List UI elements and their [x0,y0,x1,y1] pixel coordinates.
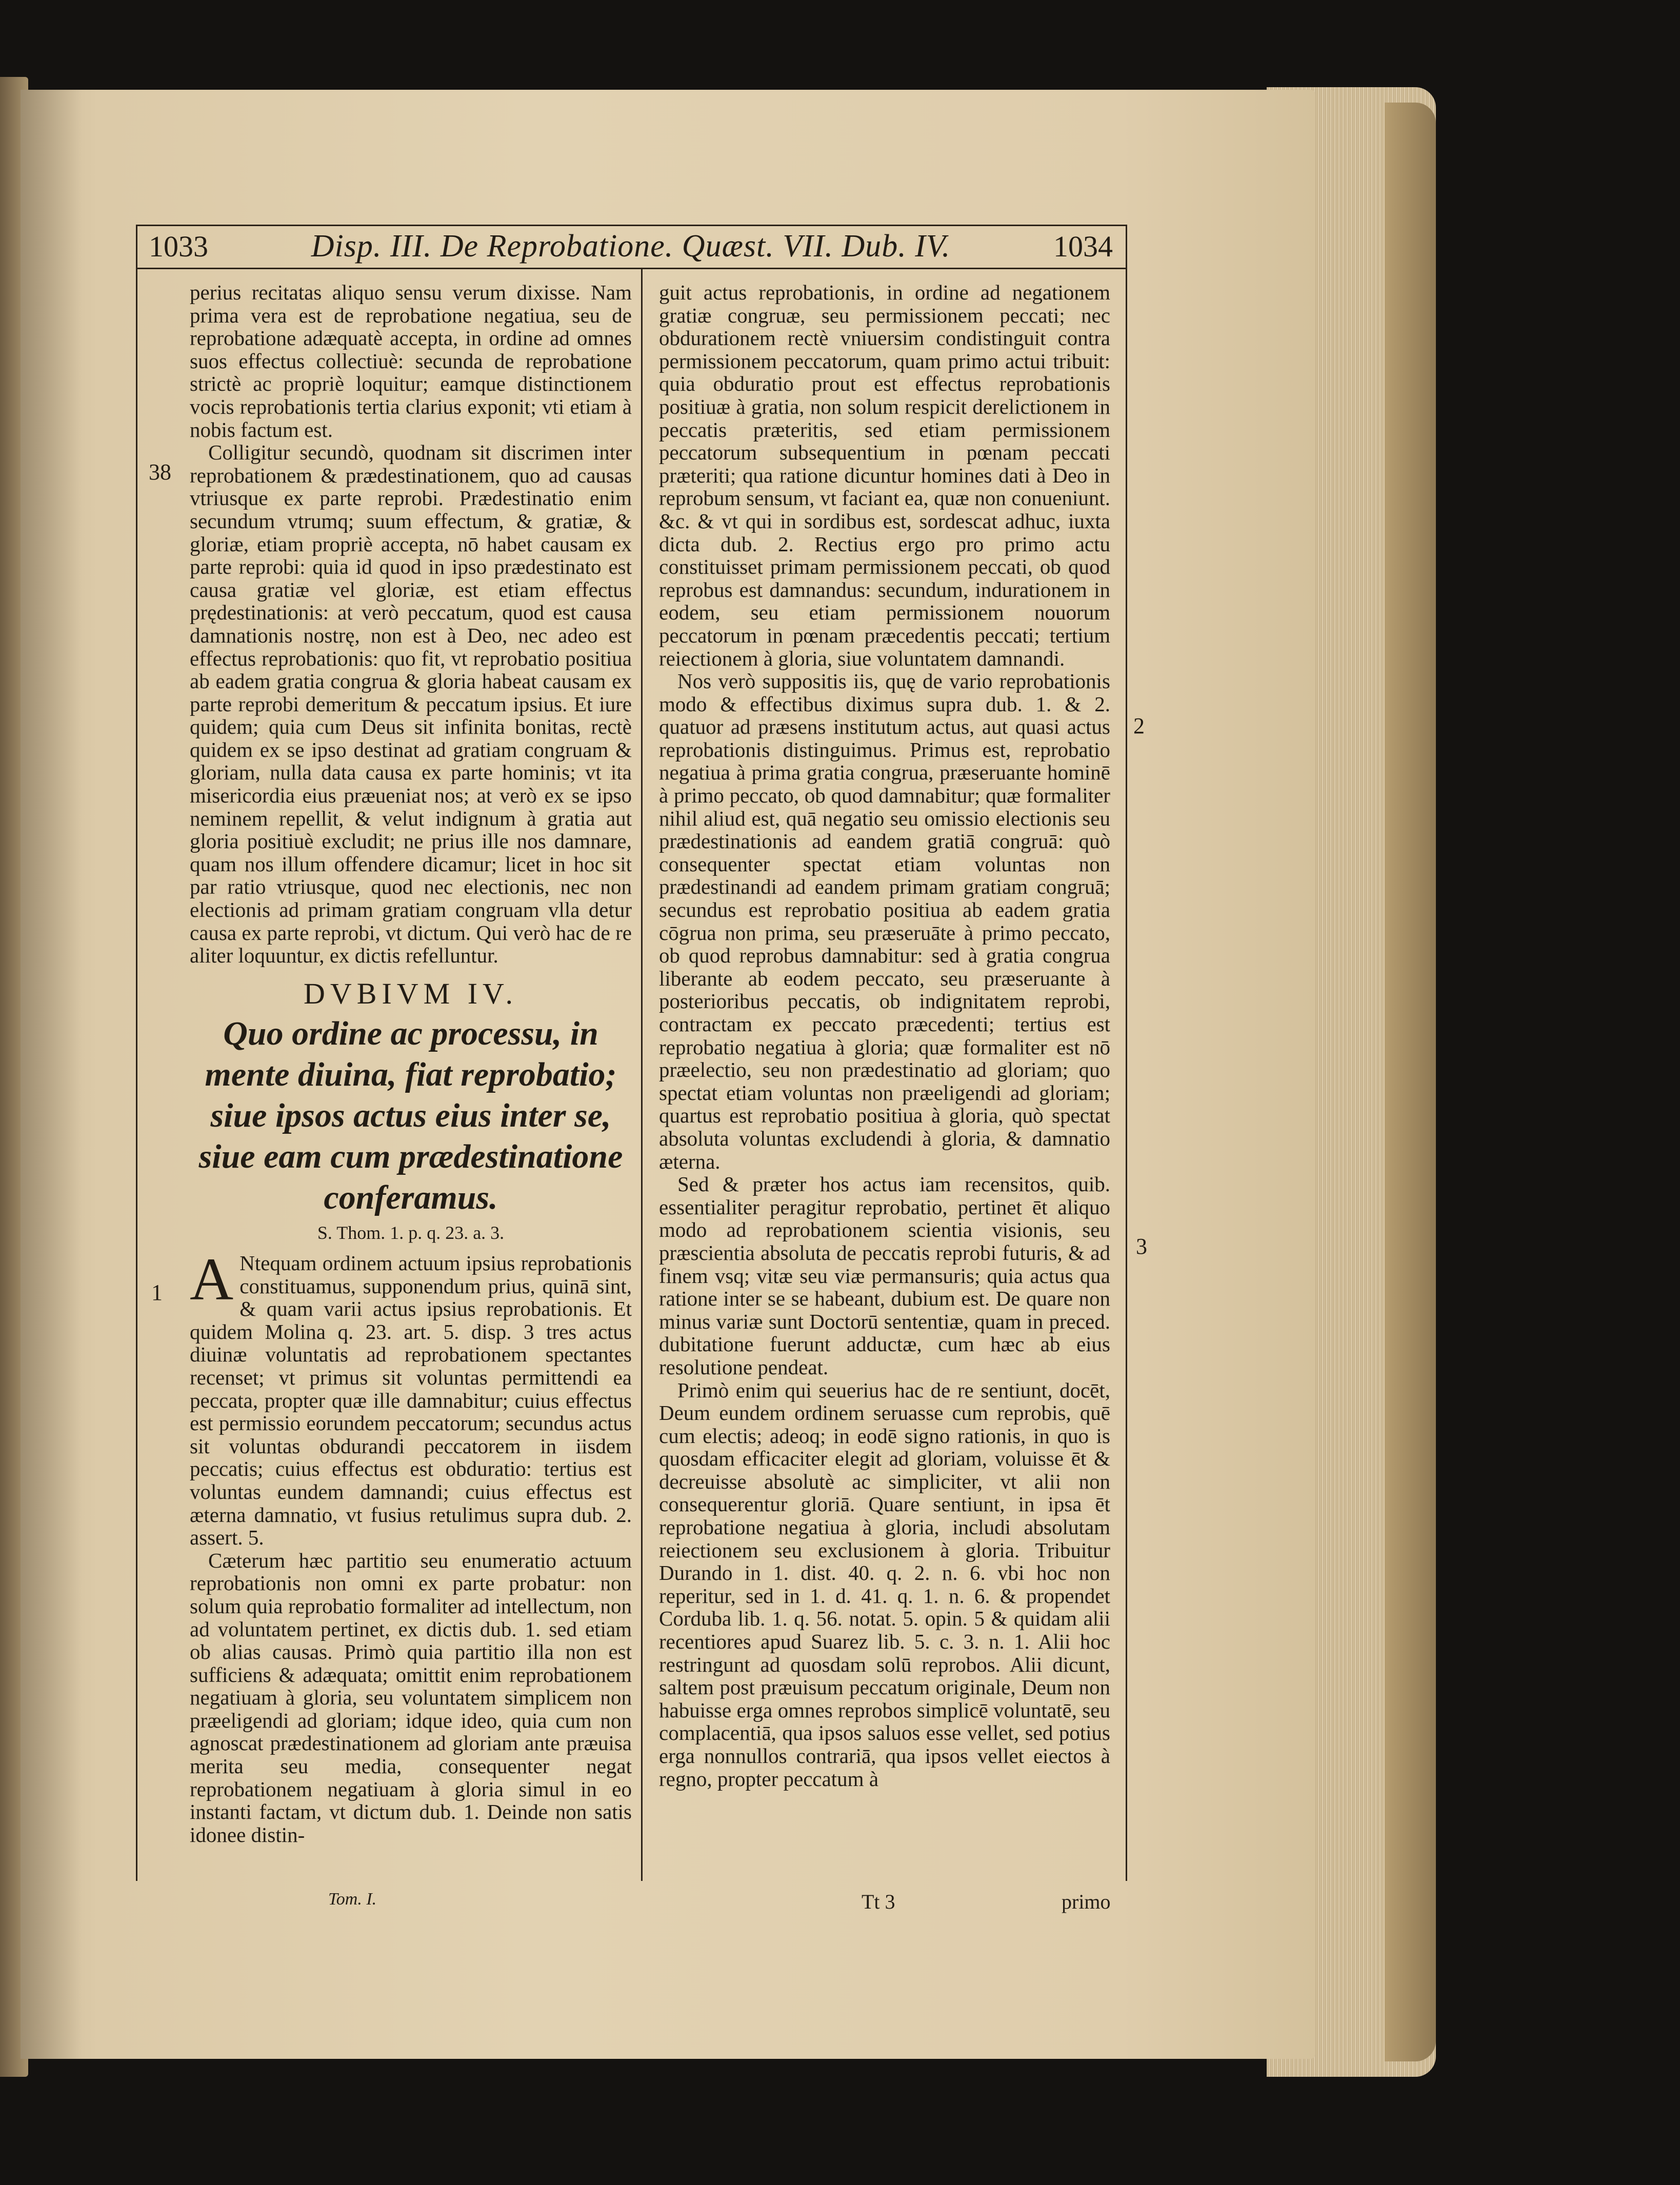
gutter-shadow [21,90,82,2059]
paragraph: guit actus reprobationis, in ordine ad negationem gratiæ congruæ, seu permissionem peccati; nec obdurationem rectè vniuersim condistinguit contra permissionem peccatorum, quam primo actui tribuit: quia obduratio prout est effectus reprobationis positiuæ à gratia, non solum respicit derelictionem in peccatis præteritis, sed etiam permissionem peccatorum subsequentium in pœnam peccati præteriti; qua ratione dicuntur homines dati à Deo in reprobum sensum, vt faciant ea, quæ non conueniunt. &c. & vt qui in sordibus est, sordescat adhuc, iuxta dicta dub. 2. Rectius ergo pro primo actu constituisset primam permissionem peccati, ob quod reprobus est damnandus: secundum, indurationem in eodem, seu etiam permissionem nouorum peccatorum in pœnam præcedentis peccati; tertium reiectionem à gloria, siue voluntatem damnandi. [659,280,1110,670]
margin-number-3: 3 [1136,1234,1147,1259]
paragraph: Ntequam ordinem actuum ipsius reprobationis constituamus, supponendum prius, quinā sint, & quam varii actus ipsius reprobationis. Et quidem Molina q. 23. art. 5. disp. 3 tres actus diuinæ voluntatis ad reprobationem spectantes recenset; vt primus sit voluntas permittendi ea peccata, propter quæ ille damnabitur; cuius effectus est permissio eorundem peccatorum; secundus actus sit voluntas obdurandi peccatorem in iisdem peccatis; cuius effectus est obduratio: tertius est voluntas eundem damnandi; cuius effectus est æterna damnatio, vt fusius retulimus supra dub. 2. assert. 5. [190,1251,632,1550]
margin-number-38: 38 [149,459,171,485]
column-divider [641,268,643,1881]
header-bottom-rule [136,268,1126,269]
paragraph: Cæterum hæc partitio seu enumeratio actuum reprobationis non omni ex parte probatur: non solum quia reprobatio formaliter ad intellectum, non ad voluntatem pertinet, ex dictis dub. 1. sed etiam ob alias causas. Primò quia partitio illa non est sufficiens & adæquata; omittit enim reprobationem negatiuam à gloria, seu voluntatem simplicem non præeligendi ad gloriam; idque ideo, quia cum non agnoscat prædestinationem ad gloriam ante præuisa merita seu media, consequenter negat reprobationem negatiuam à gloria simul in eo instanti factam, vt dictum dub. 1. Deinde non satis idonee distin- [190,1548,632,1847]
running-header [149,226,1113,267]
dubium-heading: DVBIVM IV. [304,976,518,1010]
dubium-reference: S. Thom. 1. p. q. 23. a. 3. [317,1222,505,1244]
margin-number-2: 2 [1133,713,1145,738]
paragraph: Primò enim qui seuerius hac de re sentiunt, docēt, Deum eundem ordinem seruasse cum reprobis, quē cum electis; adeoq; in eodē signo rationis, in quo is quosdam efficaciter elegit ad gloriam, voluisse ēt & decreuisse absolutè ac simpliciter, vt alii non consequerentur gloriā. Quare sentiunt, in ipsa ēt reprobatione negatiua à gloria, includi absolutam reiectionem seu exclusionem à gloria. Tribuitur Durando in 1. dist. 40. q. 2. n. 6. vbi hoc non reperitur, sed in 1. d. 41. q. 1. n. 6. & propendet Corduba lib. 1. q. 56. notat. 5. opin. 5 & quidam alii recentiores apud Suarez lib. 5. c. 3. n. 1. Alii hoc restringunt ad quosdam solū reprobos. Alii dicunt, saltem post præuisum peccatum originale, Deum non habuisse erga omnes reprobos simplicē voluntatē, seu complacentiā, qua ipsos saluos esse vellet, sed potius erga nonnullos contrariā, qua ipsos vellet eiectos à regno, propter peccatum à [659,1378,1110,1791]
paragraph: Sed & præter hos actus iam recensitos, quib. essentialiter peragitur reprobatio, pertinet ēt aliquo modo ad reprobationem scientia visionis, seu præscientia absoluta de peccatis reprobi futuris, & ad finem vsq; vitæ seu viæ permansuris; quia actus qua ratione inter se se habeant, dubium est. De quare non minus variæ sunt Doctorū sententiæ, quam in preced. dubitatione fuerunt adductæ, cum hæc ab eius resolutione pendeat. [659,1172,1110,1379]
right-frame-rule [1126,225,1127,1881]
running-title: Disp. III. De Reprobatione. Quæst. VII. Dub. IV. [311,228,951,264]
tome-mark: Tom. I. [328,1890,377,1909]
margin-number-1: 1 [151,1280,163,1305]
page-number-right: 1034 [1053,229,1113,263]
right-column [659,281,1110,1790]
paragraph: perius recitatas aliquo sensu verum dixisse. Nam prima vera est de reprobatione negatiua, seu de reprobatione adæquatè accepta, in ordine ad omnes suos effectus collectiuè: secunda de reprobatione strictè ac propriè loquitur; eamque distinctionem vocis reprobationis tertia clarius exponit; vti etiam à nobis factum est. [190,280,632,442]
catchword: primo [1062,1890,1111,1913]
left-column [190,281,632,1846]
paragraph: Colligitur secundò, quodnam sit discrimen inter reprobationem & prædestinationem, quo ad causas vtriusque ex parte reprobi. Prædestinatio enim secundum vtrumq; suum effectum, & gratiæ, & gloriæ, etiam propriè accepta, nō habet causam ex parte reprobi: quia id quod in ipso prædestinato est causa gratiæ vel gloriæ, est etiam effectus prędestinationis: at verò peccatum, quod est causa damnationis nostrę, non est à Deo, nec adeo est effectus reprobationis: quo fit, vt reprobatio positiua ab eadem gratia congrua & gloria habeat causam ex parte reprobi demeritum & peccatum ipsius. Et iure quidem; quia cum Deus sit infinita bonitas, rectè quidem ex se ipso destinat ad gratiam congruam & gloriam, nulla data causa ex parte hominis; vt ita misericordia eius præueniat nos; at verò ex se ipso neminem repellit, & velut indignum à gratia aut gloria positiuè excludit; ne prius ille nos damnare, quam nos illum offendere dicamur; licet in hoc sit par ratio vtriusque, quod nec electionis, nec non electionis ad primam gratiam congruam vlla detur causa ex parte reprobi, vt dictum. Qui verò hac de re aliter loquuntur, ex dictis refelluntur. [190,440,632,968]
signature-mark: Tt 3 [862,1890,895,1913]
left-frame-rule [136,225,137,1881]
paragraph: Nos verò suppositis iis, quę de vario reprobationis modo & effectibus diximus supra dub. 1. & 2. quatuor ad præsens institutum actus, aut quasi actus reprobationis distinguimus. Primus est, reprobatio negatiua à prima gratia congrua, præseruante hominē à primo peccato, ob quod damnabitur; quæ formaliter nihil aliud est, quā negatio seu omissio electionis seu prædestinationis ad eandem gratiā congruā: quò consequenter spectat etiam voluntas non prædestinandi ad eandem primam gratiam congruā; secundus est reprobatio positiua ab eadem gratia cōgrua non prima, seu præseruāte à primo peccato, ob quod reprobus damnabitur: sed à gratia congrua liberante ab eodem peccato, seu præseruante à posterioribus peccatis, ob indignitatem reprobi, contractam ex peccato præcedenti; tertius est reprobatio negatiua à gloria; quæ formaliter est nō præelectio, seu non prædestinatio ad gloriam; quo spectat etiam voluntas non præeligendi ad gloriam; quartus est reprobatio positiua à gloria, quò spectat absoluta voluntas excludendi à gloria, & damnatio æterna. [659,669,1110,1173]
book-cover-edge [1385,103,1436,2061]
page-number-left: 1033 [149,229,208,263]
dubium-question: Quo ordine ac processu, in mente diuina, fiat reprobatio; siue ipsos actus eius inter se, siue eam cum prædestinatione conferamus. [198,1015,623,1217]
drop-cap: A [190,1246,234,1313]
